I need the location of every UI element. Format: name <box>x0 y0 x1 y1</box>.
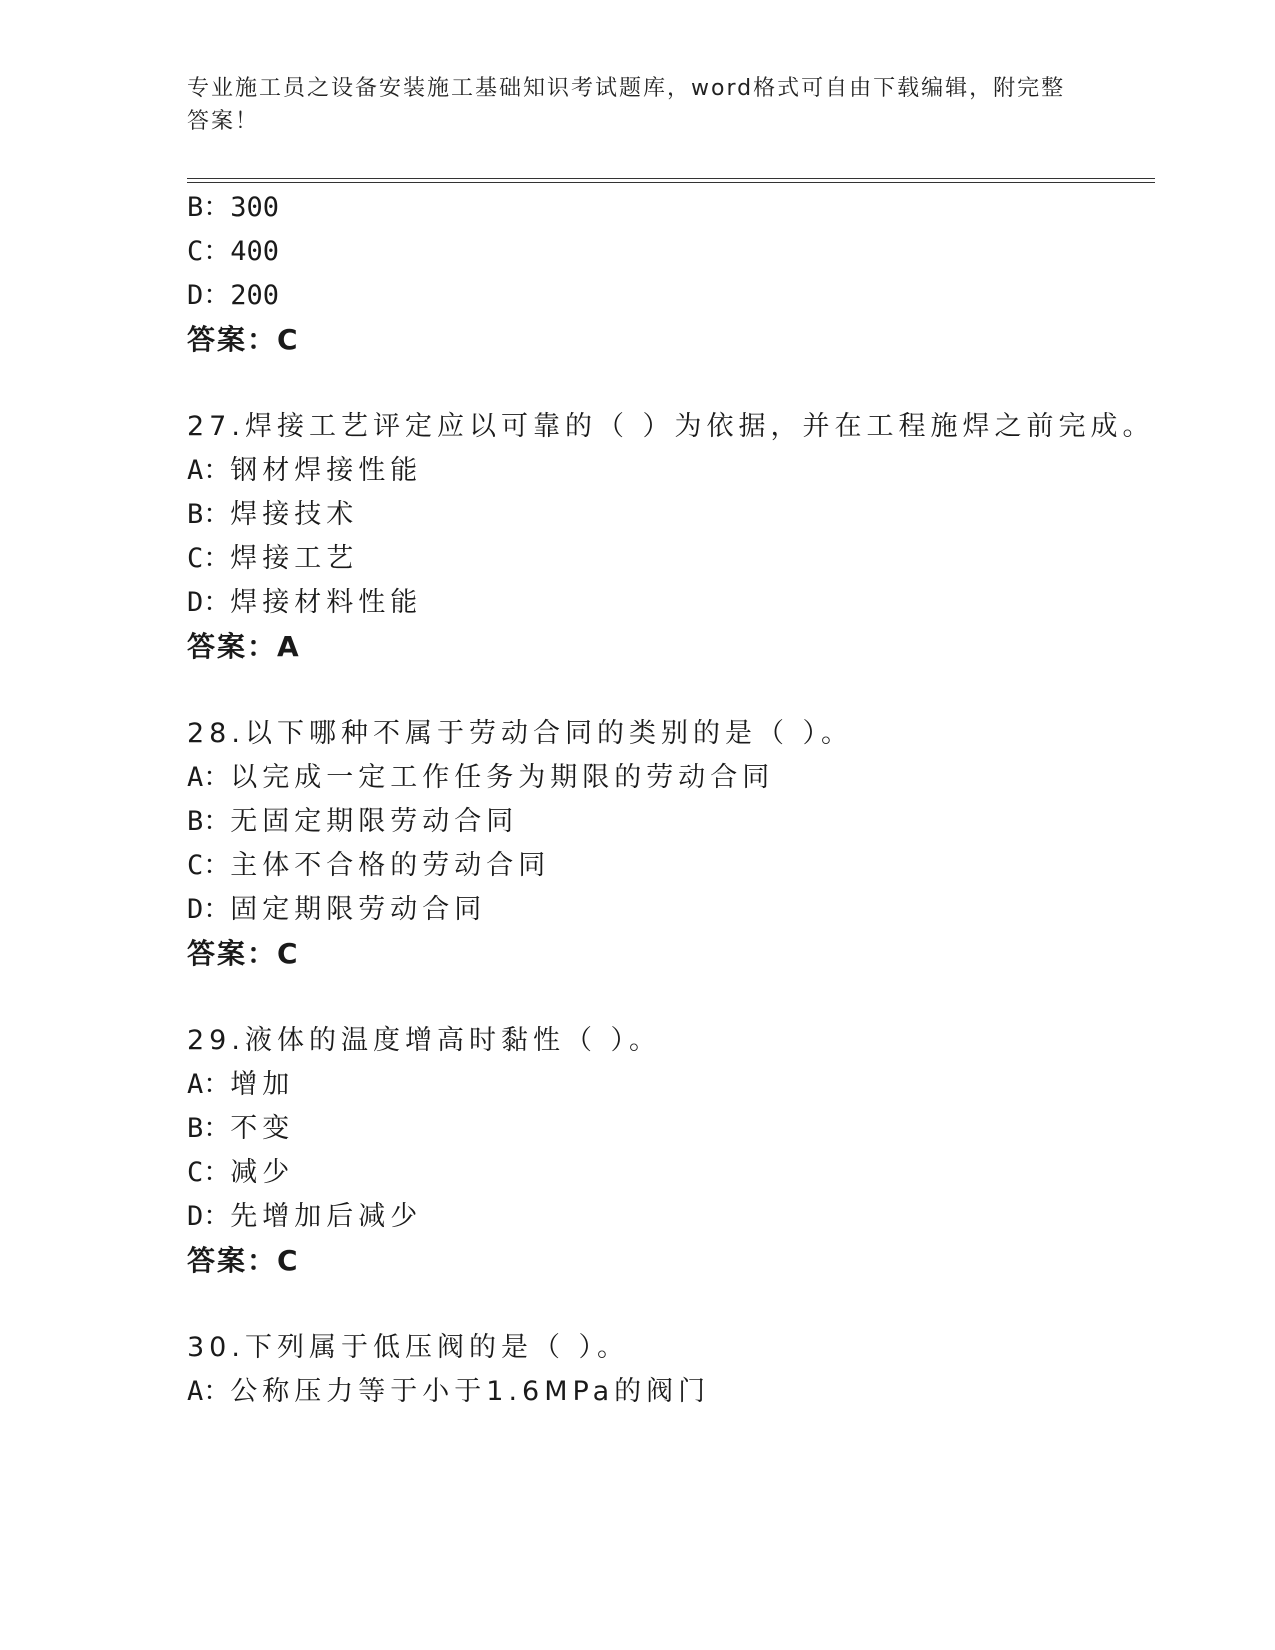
answer-line: 答案：C <box>187 1244 300 1277</box>
option-line <box>187 453 422 489</box>
page-header: 专业施工员之设备安装施工基础知识考试题库，word格式可自由下载编辑，附完整答案！ <box>187 76 1066 134</box>
option-label: D： <box>187 280 231 311</box>
option-text: 400 <box>230 236 280 267</box>
option-text: 不变 <box>230 1113 295 1144</box>
option-line <box>187 278 279 314</box>
option-line <box>187 760 774 796</box>
option-text: 钢材焊接性能 <box>230 455 423 486</box>
option-label: D： <box>187 587 231 618</box>
question-stem <box>187 409 1155 445</box>
option-text: 焊接材料性能 <box>230 587 423 618</box>
option-text: 减少 <box>230 1157 295 1188</box>
option-text: 主体不合格的劳动合同 <box>230 850 551 881</box>
question-stem-text: 30.下列属于低压阀的是（ ）。 <box>187 1332 630 1363</box>
option-label: C： <box>187 543 231 574</box>
question-stem-text: 29.液体的温度增高时黏性（ ）。 <box>187 1025 662 1056</box>
option-label: B： <box>187 806 231 837</box>
option-label: B： <box>187 1113 231 1144</box>
question-stem-text: 28.以下哪种不属于劳动合同的类别的是（ ）。 <box>187 718 854 749</box>
question-stem-text: 27.焊接工艺评定应以可靠的（ ）为依据，并在工程施焊之前完成。 <box>187 411 1155 442</box>
option-line <box>187 541 358 577</box>
option-text: 无固定期限劳动合同 <box>230 806 519 837</box>
option-line <box>187 1155 294 1191</box>
option-label: D： <box>187 894 231 925</box>
option-text: 200 <box>230 280 280 311</box>
option-line <box>187 190 279 226</box>
header-rule-bottom <box>187 182 1155 183</box>
option-line <box>187 585 422 621</box>
option-label: A： <box>187 1376 231 1407</box>
option-text: 300 <box>230 192 280 223</box>
option-line <box>187 497 358 533</box>
option-text: 焊接工艺 <box>230 543 359 574</box>
option-label: D： <box>187 1201 231 1232</box>
option-line <box>187 848 550 884</box>
option-text: 增加 <box>230 1069 295 1100</box>
option-label: A： <box>187 1069 231 1100</box>
answer-line: 答案：C <box>187 323 300 356</box>
header-rule-top <box>187 178 1155 179</box>
option-line <box>187 1374 710 1410</box>
option-line <box>187 804 518 840</box>
question-stem <box>187 1023 661 1059</box>
option-label: C： <box>187 1157 231 1188</box>
option-text: 以完成一定工作任务为期限的劳动合同 <box>230 762 775 793</box>
option-line <box>187 892 486 928</box>
answer-line: 答案：A <box>187 630 301 663</box>
option-line <box>187 1067 294 1103</box>
option-text: 先增加后减少 <box>230 1201 423 1232</box>
option-label: A： <box>187 762 231 793</box>
option-text: 公称压力等于小于1.6MPa的阀门 <box>230 1376 711 1407</box>
option-label: B： <box>187 192 231 223</box>
option-label: C： <box>187 850 231 881</box>
answer-line: 答案：C <box>187 937 300 970</box>
option-text: 焊接技术 <box>230 499 359 530</box>
option-label: A： <box>187 455 231 486</box>
option-line <box>187 1199 422 1235</box>
option-line <box>187 1111 294 1147</box>
question-stem <box>187 716 853 752</box>
option-label: C： <box>187 236 231 267</box>
option-label: B： <box>187 499 231 530</box>
option-line <box>187 234 279 270</box>
option-text: 固定期限劳动合同 <box>230 894 487 925</box>
question-stem <box>187 1330 629 1366</box>
